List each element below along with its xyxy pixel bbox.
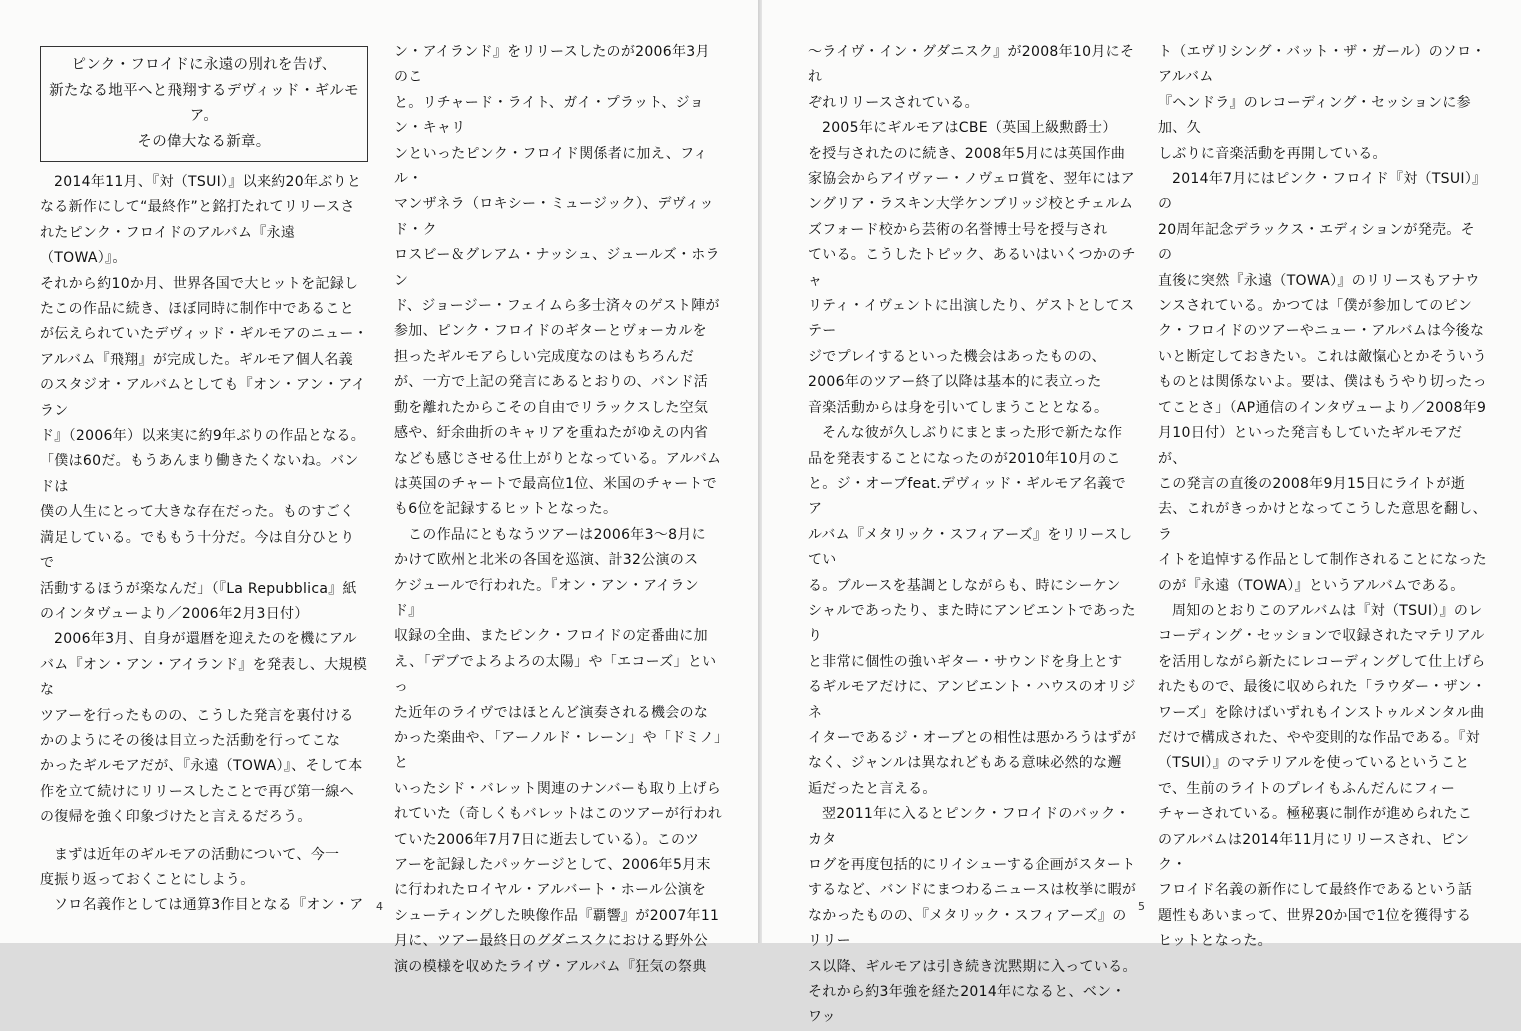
paragraph: ～ライヴ・イン・グダニスク』が2008年10月にそれ ぞれリリースされている。	[808, 44, 1135, 111]
paragraph: そんな彼が久しぶりにまとまった形で新たな作 品を発表することになったのが2010年10月のこ と。ジ・オーブfeat.デヴィッド・ギルモア名義でア ルバム『メタリック・スフィアーズ』をリリースしてい る。ブルースを基調としながらも、時にシーケン シャルであったり、また時にアンビエントであったり と非常に個性の強いギター・サウンドを身上とす るギルモアだけに、アンビエント・ハウスのオリジネ イターであるジ・オーブとの相性は悪かろうはずが なく、ジャンルは異なれどもある意味必然的な邂 逅だったと言える。	[808, 425, 1137, 797]
paragraph: この作品にともなうツアーは2006年3～8月に かけて欧州と北米の各国を巡演、計32公演のス ケジュールで行われた。『オン・アン・アイランド』 収録の全曲、またピンク・フロイドの定番曲に加 え、「デブでよろよろの太陽」や「エコーズ」といっ た近年のライヴではほとんど演奏される機会のな かった楽曲や、「アーノルド・レーン」や「ドミノ」と いったシド・バレット関連のナンバーも取り上げら れていた（奇しくもバレットはこのツアーが行われ ていた2006年7月7日に逝去している）。このツ アーを記録したパッケージとして、2006年5月末 に行われたロイヤル・アルバート・ホール公演を シューティングした映像作品『覇響』が2007年11 月に、ツアー最終日のグダニスクにおける野外公 演の模様を収めたライヴ・アルバム『狂気の祭典	[394, 526, 723, 975]
paragraph: 2005年にギルモアはCBE（英国上級勲爵士） を授与されたのに続き、2008年5月には英国作曲 家協会からアイヴァー・ノヴェロ賞を、翌年にはア ングリア・ラスキン大学ケンブリッジ校とチェルム ズフォード校から芸術の名誉博士号を授与され ている。こうしたトピック、あるいはいくつかのチャ リティ・イヴェントに出演したり、ゲストとしてステー ジでプレイするといった機会はあったものの、 2006年のツアー終了以降は基本的に表立った 音楽活動からは身を引いてしまうこととなる。	[808, 120, 1136, 416]
page-number-right: 5	[1138, 900, 1145, 913]
paragraph: ン・アイランド』をリリースしたのが2006年3月のこ と。リチャード・ライト、ガイ・プラット、ジョン・キャリ ンといったピンク・フロイド関係者に加え、フィル・ マンザネラ（ロキシー・ミュージック）、デヴィッド・ク ロスビー＆グレアム・ナッシュ、ジュールズ・ホラン ド、ジョージー・フェイムら多士済々のゲスト陣が 参加、ピンク・フロイドのギターとヴォーカルを 担ったギルモアらしい完成度なのはもちろんだ が、一方で上記の発言にあるとおりの、バンド活 動を離れたからこその自由でリラックスした空気 感や、紆余曲折のキャリアを重ねたがゆえの内省 なども感じさせる仕上がりとなっている。アルバム は英国のチャートで最高位1位、米国のチャートで も6位を記録するヒットとなった。	[394, 44, 722, 518]
paragraph: 周知のとおりこのアルバムは『対（TSUI）』のレ コーディング・セッションで収録されたマテリアル を活用しながら新たにレコーディングして仕上げら れたもので、最後に収められた「ラウダー・ザン・ ワーズ」を除けばいずれもインストゥルメンタル曲 だけで構成された、やや変則的な作品である。『対 （TSUI）』のマテリアルを使っているということ で、生前のライトのプレイもふんだんにフィー チャーされている。極秘裏に制作が進められたこ のアルバムは2014年11月にリリースされ、ピンク・ フロイド名義の新作にして最終作であるという話 題性もあいまって、世界20か国で1位を獲得する ヒットとなった。	[1158, 602, 1487, 950]
paragraph: ト（エヴリシング・バット・ザ・ガール）のソロ・アルバム 『ヘンドラ』のレコーディング・セッションに参加、久 しぶりに音楽活動を再開している。	[1158, 44, 1486, 162]
column-3	[808, 40, 1138, 1031]
paragraph: まずは近年のギルモアの活動について、今一 度振り返っておくことにしよう。	[40, 846, 340, 888]
paragraph: 2006年3月、自身が還暦を迎えたのを機にアル バム『オン・アン・アイランド』を発表し、大規模な ツアーを行ったものの、こうした発言を裏付ける かのようにその後は目立った活動を行ってこな かったギルモアだが、『永遠（TOWA）』、そして本 作を立て続けにリリースしたことで再び第一線へ の復帰を強く印象づけたと言えるだろう。	[40, 631, 368, 826]
column-4	[1158, 40, 1488, 955]
paragraph: 2014年7月にはピンク・フロイド『対（TSUI）』の 20周年記念デラックス・エディションが発売。その 直後に突然『永遠（TOWA）』のリリースもアナウ ンスされている。かつては「僕が参加してのピン ク・フロイドのツアーやニュー・アルバムは今後な いと断定しておきたい。これは敵愾心とかそういう ものとは関係ないよ。要は、僕はもうやり切ったっ てことさ」（AP通信のインタヴューより／2008年9 月10日付）といった発言もしていたギルモアだが、 この発言の直後の2008年9月15日にライトが逝 去、これがきっかけとなってこうした意思を翻し、ラ イトを追悼する作品として制作されることになった のが『永遠（TOWA）』というアルバムである。	[1158, 171, 1487, 594]
right-page	[762, 0, 1521, 1026]
page-number-left: 4	[376, 900, 383, 913]
left-page	[0, 0, 758, 975]
lede-box: ピンク・フロイドに永遠の別れを告げ、 新たなる地平へと飛翔するデヴィッド・ギルモア。 その偉大なる新章。	[40, 46, 368, 162]
column-1	[40, 46, 368, 919]
paragraph: 2014年11月、『対（TSUI）』以来約20年ぶりと なる新作にして“最終作”と銘打たれてリリースさ れたピンク・フロイドのアルバム『永遠（TOWA）』。 それから約10か月、世界各国で大ヒットを記録し たこの作品に続き、ほぼ同時に制作中であること が伝えられていたデヴィッド・ギルモアのニュー・ アルバム『飛翔』が完成した。ギルモア個人名義 のスタジオ・アルバムとしても『オン・アン・アイラン ド』（2006年）以来実に約9年ぶりの作品となる。 「僕は60だ。もうあんまり働きたくないね。バンドは 僕の人生にとって大きな存在だった。ものすごく 満足している。でももう十分だ。今は自分ひとりで 活動するほうが楽なんだ」（『La Repubblica』紙 のインタヴューより／2006年2月3日付）	[40, 174, 368, 622]
column-2	[394, 40, 724, 980]
paragraph: ソロ名義作としては通算3作目となる『オン・ア	[54, 897, 364, 914]
paragraph: 翌2011年に入るとピンク・フロイドのバック・カタ ログを再度包括的にリイシューする企画がスタート するなど、バンドにまつわるニュースは枚挙に暇が なかったものの、『メタリック・スフィアーズ』のリリー ス以降、ギルモアは引き続き沈黙期に入っている。 それから約3年強を経た2014年になると、ベン・ワッ	[808, 806, 1137, 1026]
